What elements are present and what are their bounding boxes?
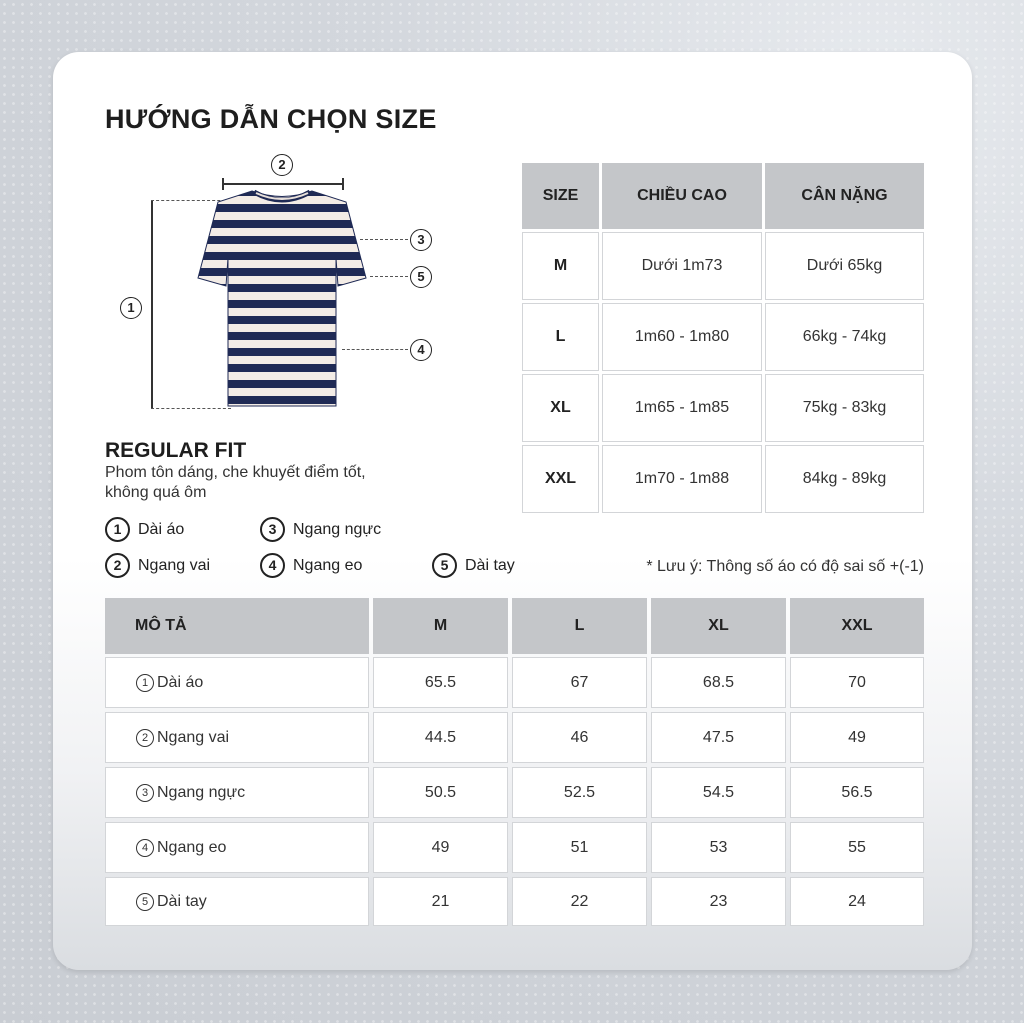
measure-cell: 65.5 [373, 657, 508, 708]
measure-cell: 67 [512, 657, 647, 708]
measure-header-xl: XL [651, 598, 786, 654]
measure-cell: 68.5 [651, 657, 786, 708]
measure-row-num: 5 [136, 893, 154, 911]
measure-row-label [105, 822, 369, 873]
measure-cell: 44.5 [373, 712, 508, 763]
measure-row-num: 3 [136, 784, 154, 802]
measure-cell: 54.5 [651, 767, 786, 818]
striped-tshirt-image [196, 188, 368, 410]
measure-cell: 49 [373, 822, 508, 873]
size-table-header-weight: CÂN NẶNG [765, 163, 924, 229]
measure-row-text: Dài tay [157, 892, 207, 910]
measure-cell: 55 [790, 822, 924, 873]
fit-title: REGULAR FIT [105, 439, 247, 462]
legend-label: Ngang ngực [293, 520, 382, 538]
measure-cell: 46 [512, 712, 647, 763]
measure-cell: 53 [651, 822, 786, 873]
tolerance-note: * Lưu ý: Thông số áo có độ sai số +(-1) [646, 558, 924, 575]
marker-chest: 3 [410, 229, 432, 251]
legend-item-shoulder [105, 553, 210, 578]
length-line [151, 200, 153, 409]
size-table-cell: XXL [522, 445, 599, 513]
measure-header-m: M [373, 598, 508, 654]
size-table-cell: 1m60 - 1m80 [602, 303, 762, 371]
legend-num: 2 [105, 553, 130, 578]
legend-label: Ngang eo [293, 556, 363, 574]
measure-header-xxl: XXL [790, 598, 924, 654]
measure-row-num: 2 [136, 729, 154, 747]
measure-row-label [105, 877, 369, 926]
measure-row-text: Ngang vai [157, 728, 230, 746]
legend-num: 3 [260, 517, 285, 542]
marker-waist: 4 [410, 339, 432, 361]
legend-item-sleeve [432, 553, 515, 578]
size-table-cell: M [522, 232, 599, 300]
size-table-cell: Dưới 65kg [765, 232, 924, 300]
shoulder-line [222, 183, 344, 185]
measure-cell: 23 [651, 877, 786, 926]
page-title: HƯỚNG DẪN CHỌN SIZE [105, 104, 437, 134]
measure-cell: 50.5 [373, 767, 508, 818]
legend-item-waist [260, 553, 362, 578]
marker-sleeve: 5 [410, 266, 432, 288]
measure-row-label [105, 657, 369, 708]
measure-cell: 49 [790, 712, 924, 763]
measure-cell: 56.5 [790, 767, 924, 818]
measure-row-text: Ngang eo [157, 838, 227, 856]
legend-num: 1 [105, 517, 130, 542]
legend-item-chest [260, 517, 381, 542]
measure-row-label [105, 712, 369, 763]
marker-length: 1 [120, 297, 142, 319]
measure-row-label [105, 767, 369, 818]
legend-label: Dài áo [138, 520, 185, 538]
measure-cell: 47.5 [651, 712, 786, 763]
size-table-cell: 75kg - 83kg [765, 374, 924, 442]
measure-header-l: L [512, 598, 647, 654]
measure-row-text: Dài áo [157, 673, 204, 691]
size-table-header-size: SIZE [522, 163, 599, 229]
size-table-header-height: CHIỀU CAO [602, 163, 762, 229]
legend-num: 4 [260, 553, 285, 578]
fit-description-line-1: Phom tôn dáng, che khuyết điểm tốt, [105, 464, 366, 481]
measure-row-num: 4 [136, 839, 154, 857]
size-table-cell: 66kg - 74kg [765, 303, 924, 371]
size-table-cell: 1m70 - 1m88 [602, 445, 762, 513]
shirt-diagram [110, 150, 450, 420]
measure-header-desc: MÔ TẢ [105, 598, 369, 654]
measure-cell: 51 [512, 822, 647, 873]
size-table-cell: XL [522, 374, 599, 442]
size-table-cell: 84kg - 89kg [765, 445, 924, 513]
fit-description [105, 463, 465, 503]
measure-cell: 22 [512, 877, 647, 926]
legend-item-length [105, 517, 184, 542]
legend-label: Dài tay [465, 556, 515, 574]
measure-cell: 70 [790, 657, 924, 708]
legend-label: Ngang vai [138, 556, 211, 574]
measure-row-text: Ngang ngực [157, 783, 246, 801]
size-table-cell: 1m65 - 1m85 [602, 374, 762, 442]
measure-cell: 21 [373, 877, 508, 926]
fit-description-line-2: không quá ôm [105, 484, 207, 501]
measure-row-num: 1 [136, 674, 154, 692]
measure-cell: 24 [790, 877, 924, 926]
legend-num: 5 [432, 553, 457, 578]
size-table-cell: L [522, 303, 599, 371]
size-table-cell: Dưới 1m73 [602, 232, 762, 300]
marker-shoulder: 2 [271, 154, 293, 176]
sleeve-dash [370, 276, 408, 277]
measure-cell: 52.5 [512, 767, 647, 818]
